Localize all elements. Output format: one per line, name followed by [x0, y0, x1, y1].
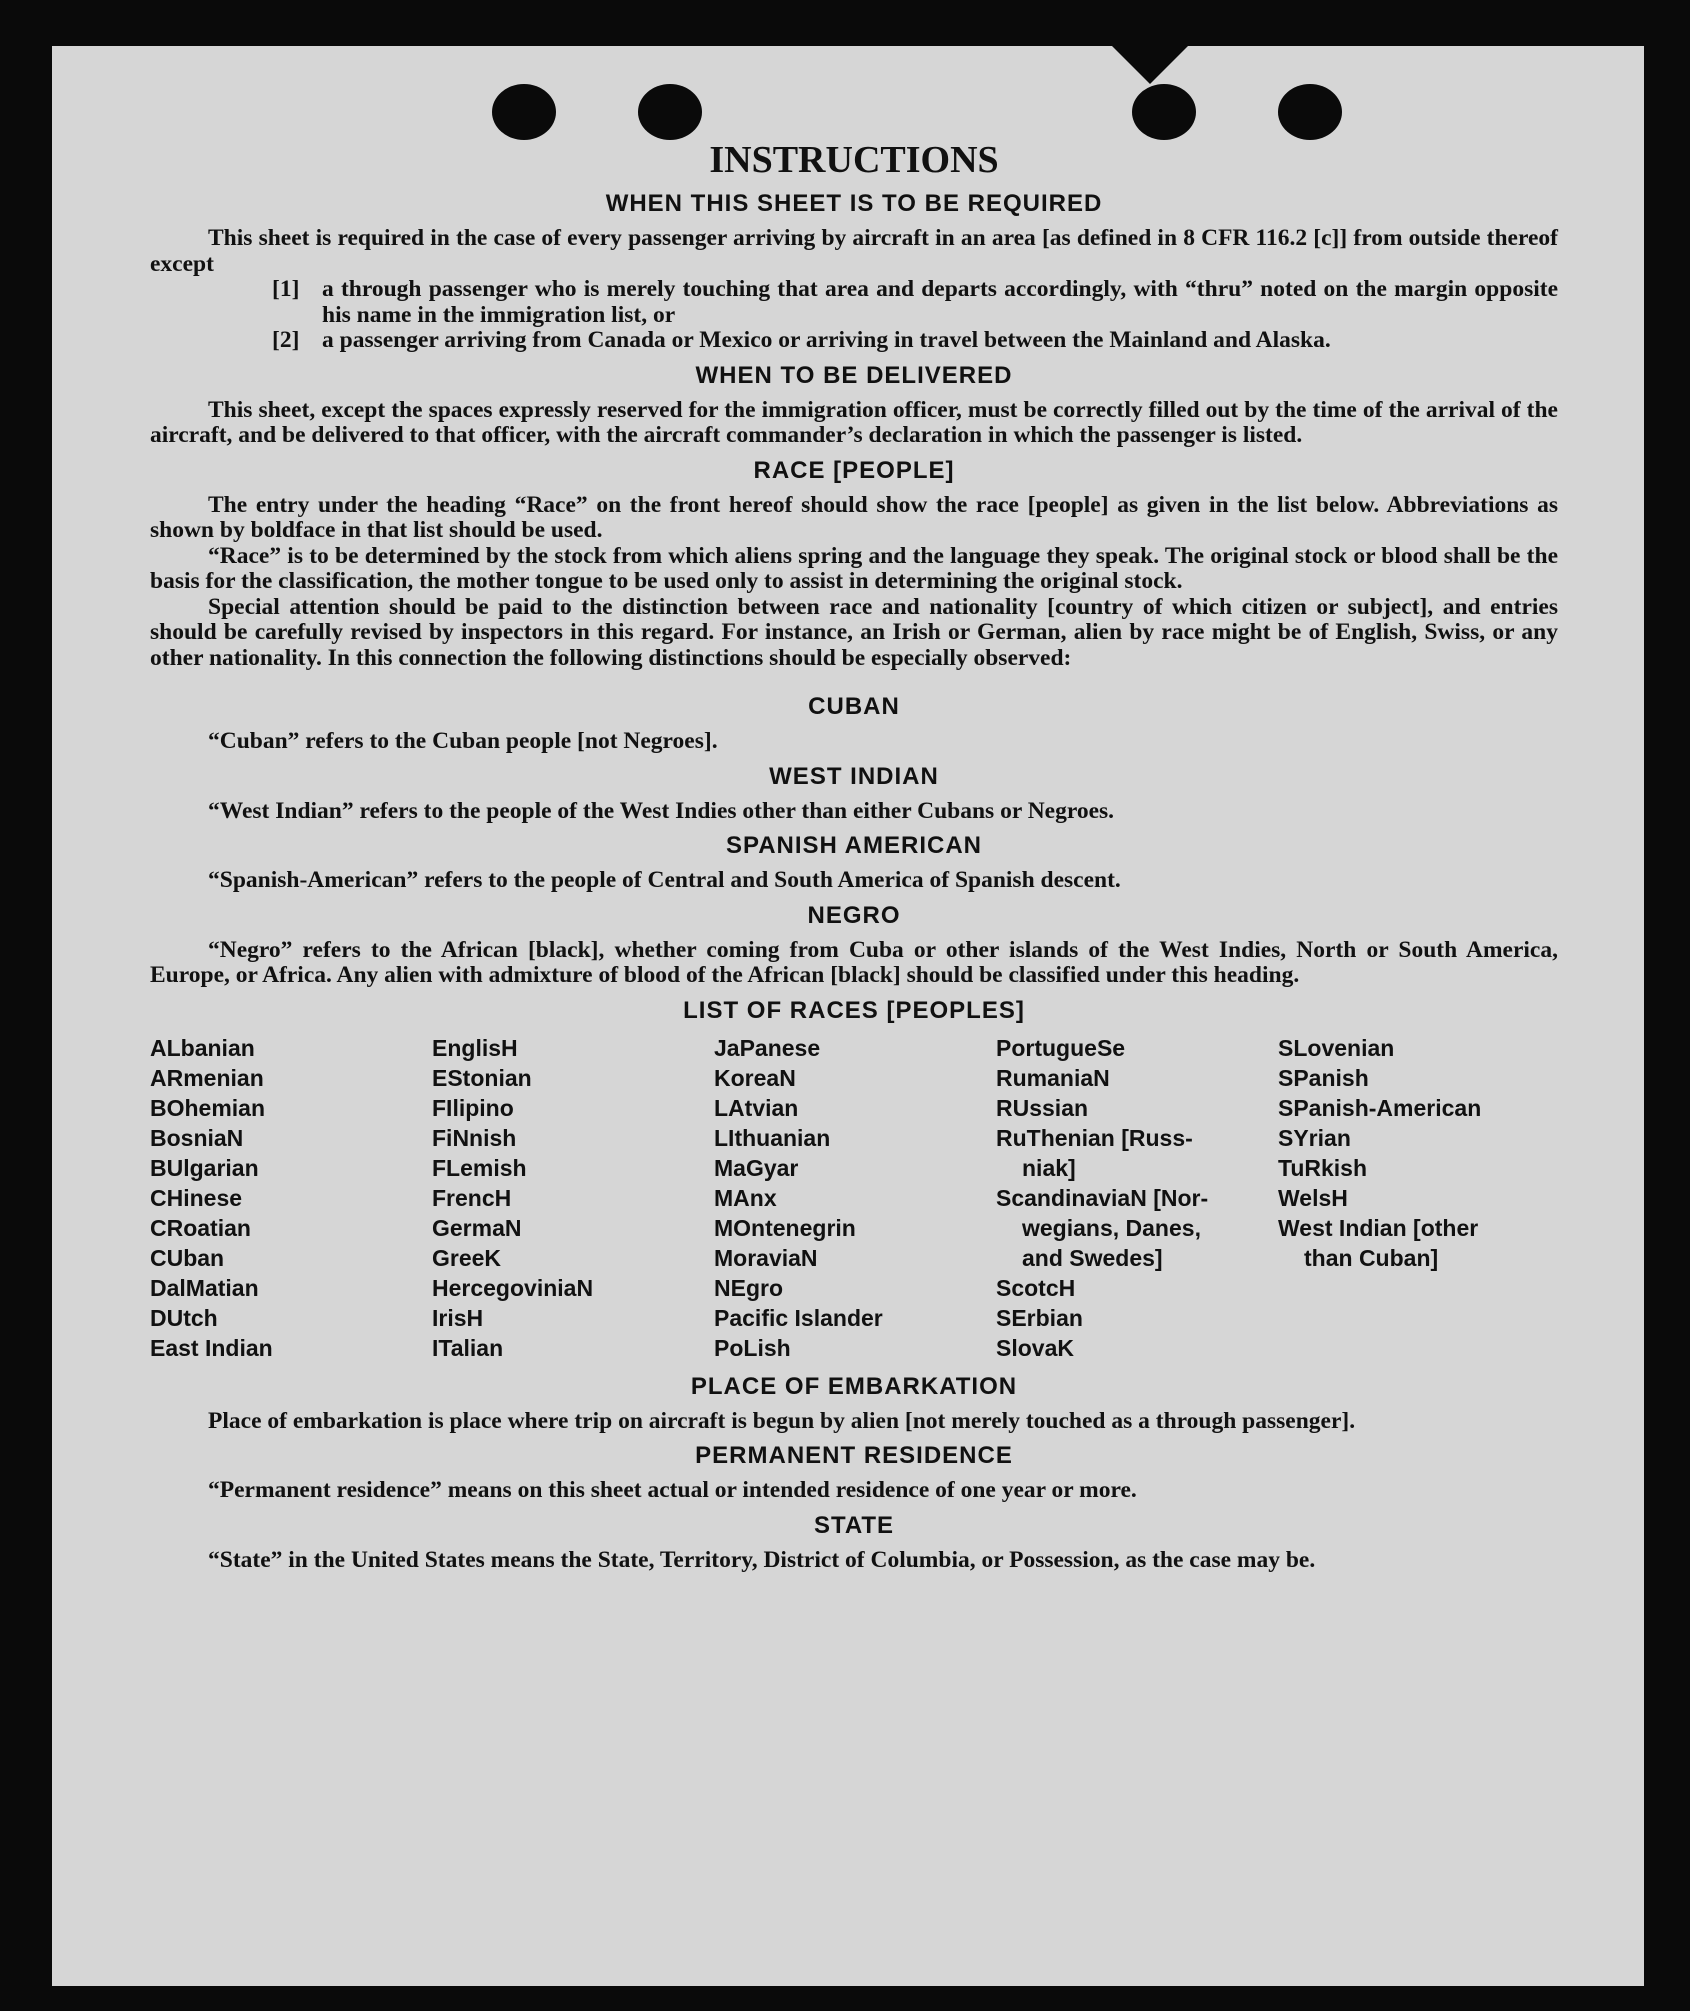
exception-item [150, 277, 1558, 328]
race-entry: FIlipino [432, 1094, 514, 1121]
spanish-american-text: “Spanish-American” refers to the people of Central and South America of Spanish descent. [208, 867, 1121, 893]
races-column [714, 1033, 996, 1363]
race-entry: ARmenian [150, 1064, 264, 1091]
race-entry: RuThenian [Russ- [996, 1124, 1193, 1151]
race-entry: WelsH [1278, 1184, 1348, 1211]
race-entry: MOntenegrin [714, 1214, 856, 1241]
negro-text: “Negro” refers to the African [black], whether coming from Cuba or other islands of the West Indies, North or South America, Europe, or Africa. Any alien with admixture of blood of the African [black] should be classified under this heading. [150, 936, 1558, 988]
race-entry: MAnx [714, 1184, 777, 1211]
race-entry: SlovaK [996, 1334, 1074, 1361]
race-entry: KoreaN [714, 1064, 796, 1091]
race-entry: CHinese [150, 1184, 243, 1211]
torn-notch [1110, 44, 1190, 84]
race-entry: TuRkish [1278, 1154, 1368, 1181]
when-required-intro: This sheet is required in the case of every passenger arriving by aircraft in an area [as defined in 8 CFR 116.2 [c]] from outside thereof except [150, 225, 1558, 277]
race-entry: BOhemian [150, 1094, 266, 1121]
race-entry: SPanish [1278, 1064, 1369, 1091]
race-entry: GermaN [432, 1214, 522, 1241]
race-entry: Pacific Islander [714, 1304, 883, 1331]
exception-text: a through passenger who is merely touching that area and departs accordingly, with “thru” noted on the margin opposite his name in the immigration list, or [322, 276, 1558, 328]
race-entry-continuation: than Cuban] [1304, 1244, 1439, 1271]
exception-number: [2] [272, 327, 300, 353]
race-entry: PortugueSe [996, 1034, 1126, 1061]
heading-race: RACE [PEOPLE] [753, 456, 955, 484]
instructions-content [150, 138, 1558, 1573]
race-entry: FLemish [432, 1154, 527, 1181]
race-entry: NEgro [714, 1274, 783, 1301]
race-entry: SYrian [1278, 1124, 1351, 1151]
race-entry: RUssian [996, 1094, 1089, 1121]
race-entry: West Indian [other [1278, 1214, 1479, 1241]
race-entry-continuation: niak] [1022, 1154, 1076, 1181]
heading-permanent-residence: PERMANENT RESIDENCE [695, 1442, 1013, 1469]
race-entry: RumaniaN [996, 1064, 1110, 1091]
race-entry: GreeK [432, 1244, 502, 1271]
heading-list-of-races: LIST OF RACES [PEOPLES] [683, 996, 1025, 1024]
heading-cuban: CUBAN [808, 693, 900, 720]
heading-west-indian: WEST INDIAN [769, 762, 939, 790]
race-entry: MoraviaN [714, 1244, 818, 1271]
race-entry: ITalian [432, 1334, 504, 1361]
punch-hole [1278, 84, 1342, 140]
race-entry-continuation: wegians, Danes, [1022, 1214, 1201, 1241]
exception-item [150, 328, 1558, 354]
races-list [150, 1033, 1558, 1363]
race-entry: JaPanese [714, 1034, 821, 1061]
races-column [996, 1033, 1278, 1363]
race-paragraph-2: “Race” is to be determined by the stock from which aliens spring and the language they speak. The original stock or blood shall be the basis for the classification, the mother tongue to be used only to assist in determining the original stock. [150, 542, 1558, 594]
race-entry-continuation: and Swedes] [1022, 1244, 1163, 1271]
heading-when-delivered: WHEN TO BE DELIVERED [695, 361, 1013, 389]
race-entry: IrisH [432, 1304, 484, 1331]
race-entry: DUtch [150, 1304, 218, 1331]
race-entry: ScotcH [996, 1274, 1076, 1301]
race-entry: CUban [150, 1244, 225, 1271]
race-entry: ALbanian [150, 1034, 255, 1061]
page-title: INSTRUCTIONS [709, 139, 999, 181]
race-entry: SLovenian [1278, 1034, 1395, 1061]
race-entry: BUlgarian [150, 1154, 259, 1181]
race-entry: East Indian [150, 1334, 273, 1361]
cuban-text: “Cuban” refers to the Cuban people [not Negroes]. [208, 728, 718, 754]
punch-hole [638, 84, 702, 140]
race-paragraph-3: Special attention should be paid to the distinction between race and nationality [country of which citizen or subject], and entries should be carefully revised by inspectors in this regard. For instance, an Irish or German, alien by race might be of English, Swiss, or any other nationality. In this connection the following distinctions should be especially observed: [150, 593, 1558, 671]
state-text: “State” in the United States means the State, Territory, District of Columbia, or Possession, as the case may be. [208, 1546, 1316, 1573]
races-column [1278, 1033, 1558, 1363]
race-entry: DalMatian [150, 1274, 259, 1301]
embarkation-text: Place of embarkation is place where trip on aircraft is begun by alien [not merely touched as a through passenger]. [208, 1407, 1356, 1434]
heading-state: STATE [813, 1511, 895, 1539]
race-entry: EnglisH [432, 1034, 518, 1061]
west-indian-text: “West Indian” refers to the people of the West Indies other than either Cubans or Negroes. [208, 797, 1115, 824]
heading-spanish-american: SPANISH AMERICAN [725, 832, 982, 859]
races-column [432, 1033, 714, 1363]
exception-number: [1] [272, 276, 300, 302]
race-entry: LAtvian [714, 1094, 799, 1121]
document-sheet [52, 46, 1644, 1986]
residence-text: “Permanent residence” means on this sheet actual or intended residence of one year or more. [208, 1477, 1137, 1503]
heading-when-required: WHEN THIS SHEET IS TO BE REQUIRED [605, 190, 1103, 217]
race-entry: SErbian [996, 1304, 1083, 1331]
race-entry: CRoatian [150, 1214, 251, 1241]
race-entry: MaGyar [714, 1154, 799, 1181]
race-entry: EStonian [432, 1064, 532, 1091]
when-delivered-text: This sheet, except the spaces expressly reserved for the immigration officer, must be correctly filled out by the time of the arrival of the aircraft, and be delivered to that officer, with the aircraft commander’s declaration in which the passenger is listed. [150, 396, 1558, 448]
race-entry: BosniaN [150, 1124, 244, 1151]
exception-text: a passenger arriving from Canada or Mexico or arriving in travel between the Mainland and Alaska. [322, 327, 1331, 353]
race-entry: ScandinaviaN [Nor- [996, 1184, 1209, 1211]
race-entry: FiNnish [432, 1124, 517, 1151]
race-entry: FrencH [432, 1184, 512, 1211]
races-column [150, 1033, 432, 1363]
race-entry: SPanish-American [1278, 1094, 1482, 1121]
heading-embarkation: PLACE OF EMBARKATION [690, 1372, 1018, 1400]
heading-negro: NEGRO [807, 901, 901, 929]
punch-hole [1132, 84, 1196, 140]
race-entry: LIthuanian [714, 1124, 831, 1151]
race-entry: PoLish [714, 1334, 791, 1361]
race-paragraph-1: The entry under the heading “Race” on the front hereof should show the race [people] as given in the list below. Abbreviations as shown by boldface in that list should be used. [150, 491, 1558, 543]
race-entry: HercegoviniaN [432, 1274, 594, 1301]
punch-hole [492, 84, 556, 140]
